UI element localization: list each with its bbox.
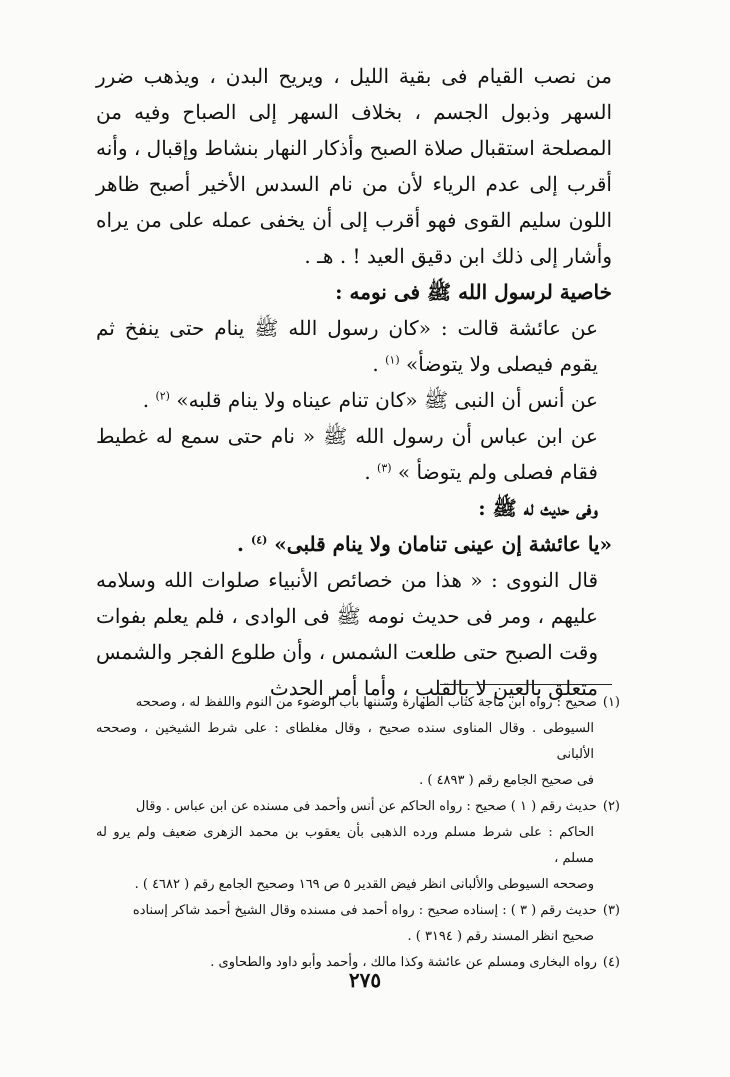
- hadith-anas-end: .: [142, 388, 156, 412]
- footnote-ref-3: (٣): [377, 461, 392, 475]
- hadith-quote: [96, 526, 612, 562]
- footnote-text: صحيح : رواه ابن ماجة كتاب الطهارة وسننها باب الوضوء من النوم واللفظ له ، وصححه: [135, 695, 597, 710]
- paragraph-nawawi: قال النووى : « هذا من خصائص الأنبياء صلوات الله وسلامه عليهم ، ومر فى حديث نومه ﷺ فى الوادى ، فلم يعلم بفوات وقت الصبح حتى طلعت الشمس ، وأن طلوع الفجر والشمس متعلق بالعين لا بالقلب ، وأما أمر الحدث: [96, 568, 598, 700]
- hadith-quote-end: .: [237, 532, 251, 556]
- footnote-ref-4: (٤): [250, 533, 268, 547]
- footnote-divider: [440, 684, 612, 685]
- footnote-ref-2: (٢): [155, 389, 170, 403]
- hadith-ibn-abbas-text: عن ابن عباس أن رسول الله ﷺ « نام حتى سمع له غطيط فقام فصلى ولم يتوضأ »: [96, 424, 598, 484]
- page-number: ٢٧٥: [348, 968, 382, 992]
- hadith-anas-text: عن أنس أن النبى ﷺ «كان تنام عيناه ولا ينام قلبه»: [176, 388, 598, 412]
- hadith-ibn-abbas: [96, 418, 612, 490]
- footnote-number: (٢): [602, 799, 620, 814]
- hadith-aisha-text: عن عائشة قالت : «كان رسول الله ﷺ ينام حتى ينفخ ثم يقوم فيصلى ولا يتوضأ»: [96, 316, 598, 376]
- hadith-anas: [96, 382, 612, 418]
- footnote-1: [96, 690, 620, 716]
- footnote-3: [96, 898, 620, 924]
- footnote-2: [96, 794, 620, 820]
- footnote-1-line-2: السيوطى . وقال المناوى سنده صحيح ، وقال مغلطاى : على شرط الشيخين ، وصححه الألبانى: [96, 721, 594, 762]
- footnote-number: (٣): [602, 903, 620, 918]
- footnote-1-line-3: فى صحيح الجامع رقم ( ٤٨٩٣ ) .: [419, 773, 594, 788]
- footnote-3-line-2: صحيح انظر المسند رقم ( ٣١٩٤ ) .: [407, 929, 594, 944]
- footnote-2-line-3: وصححه السيوطى والألبانى انظر فيض القدير ٥ ص ١٦٩ وصحيح الجامع رقم ( ٤٦٨٢ ) .: [134, 877, 594, 892]
- hadith-aisha: [96, 310, 612, 382]
- section-heading: خاصية لرسول الله ﷺ فى نومه :: [335, 280, 612, 304]
- paragraph-sleep-benefits: من نصب القيام فى بقية الليل ، ويريح البدن ، ويذهب ضرر السهر وذبول الجسم ، بخلاف السهر إلى الصباح وفيه من المصلحة استقبال صلاة الصبح وأذكار النهار بنشاط وإقبال ، وأنه أقرب إلى عدم الرياء لأن من نام السدس الأخير أصبح ظاهر اللون سليم القوى فهو أقرب إلى أن يخفى عمله على من يراه وأشار إلى ذلك ابن دقيق العيد ! . هـ .: [96, 64, 612, 268]
- hadith-ibn-abbas-end: .: [364, 460, 378, 484]
- footnote-number: (١): [602, 695, 620, 710]
- footnote-2-line-2: الحاكم : على شرط مسلم ورده الذهبى بأن يعقوب بن محمد الزهرى ضعيف ولم يرو له مسلم ،: [96, 825, 594, 866]
- footnotes: [96, 690, 620, 976]
- hadith-quote-text: «يا عائشة إن عينى تنامان ولا ينام قلبى»: [274, 532, 612, 556]
- main-text: [96, 58, 612, 706]
- footnote-text: حديث رقم ( ١ ) صحيح : رواه الحاكم عن أنس وأحمد فى مسنده عن ابن عباس . وقال: [135, 799, 597, 814]
- footnote-text: رواه البخارى ومسلم عن عائشة وكذا مالك ، وأحمد وأبو داود والطحاوى .: [210, 955, 597, 970]
- footnote-number: (٤): [602, 955, 620, 970]
- footnote-ref-1: (١): [385, 353, 400, 367]
- hadith-aisha-end: .: [372, 352, 386, 376]
- hadith-intro: وفى حديث له ﷺ :: [478, 496, 598, 520]
- footnote-text: حديث رقم ( ٣ ) : إسناده صحيح : رواه أحمد فى مسنده وقال الشيخ أحمد شاكر إسناده: [132, 903, 597, 918]
